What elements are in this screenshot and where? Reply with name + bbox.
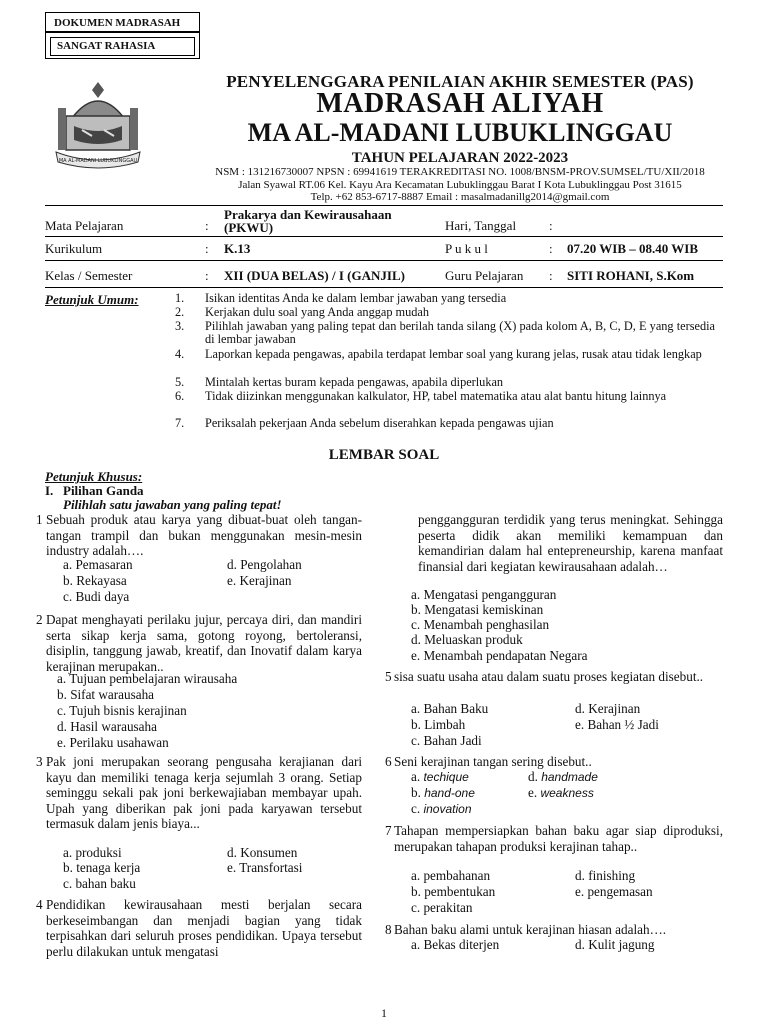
- colon: :: [205, 218, 209, 233]
- instruction-item: 7. Periksalah pekerjaan Anda sebelum diserahkan kepada pengawas ujian: [175, 416, 554, 430]
- instruction-item: 2. Kerjakan dulu soal yang Anda anggap mudah: [175, 305, 430, 319]
- q4-option-c[interactable]: c. Menambah penghasilan: [411, 617, 550, 632]
- section-instruction: Pilihlah satu jawaban yang paling tepat!: [63, 497, 282, 512]
- q7-option-d[interactable]: d. finishing: [575, 868, 636, 883]
- page-number: 1: [381, 1006, 387, 1020]
- secret-label-box: [45, 32, 200, 59]
- colon: :: [205, 241, 209, 256]
- subject-value-line2: (PKWU): [224, 220, 274, 235]
- colon: :: [549, 218, 553, 233]
- q1-option-b[interactable]: b. Rekayasa: [63, 573, 127, 588]
- q1-option-c[interactable]: c. Budi daya: [63, 589, 130, 604]
- q3-option-b[interactable]: b. tenaga kerja: [63, 860, 141, 875]
- info-divider: [45, 260, 723, 261]
- q1-option-d[interactable]: d. Pengolahan: [227, 557, 302, 572]
- question-7: 7 Tahapan mempersiapkan bahan baku agar siap diproduksi, merupakan tahapan produksi kerajinan tahap..: [385, 823, 723, 854]
- school-logo: [52, 78, 144, 170]
- secret-label: SANGAT RAHASIA: [50, 37, 195, 56]
- info-divider: [45, 236, 723, 237]
- colon: :: [549, 268, 553, 283]
- q2-option-b[interactable]: b. Sifat warausaha: [57, 687, 155, 702]
- teacher-label: Guru Pelajaran: [445, 268, 524, 283]
- colon: :: [205, 268, 209, 283]
- document-label: DOKUMEN MADRASAH: [45, 12, 200, 32]
- q2-option-e[interactable]: e. Perilaku usahawan: [57, 735, 169, 750]
- question-5: 5 sisa suatu usaha atau dalam suatu proses kegiatan disebut..: [385, 669, 704, 684]
- q3-option-c[interactable]: c. bahan baku: [63, 876, 136, 891]
- instruction-item: 6. Tidak diizinkan menggunakan kalkulator, HP, tabel matematika atau alat bantu hitung lainnya: [175, 389, 667, 403]
- q5-option-a[interactable]: a. Bahan Baku: [411, 701, 489, 716]
- q7-option-a[interactable]: a. pembahanan: [411, 868, 491, 883]
- class-label: Kelas / Semester: [45, 268, 133, 283]
- logo-caption: MA AL-MADANI LUBUKLINGGAU: [58, 158, 138, 164]
- q5-option-b[interactable]: b. Limbah: [411, 717, 466, 732]
- q2-option-c[interactable]: c. Tujuh bisnis kerajinan: [57, 703, 187, 718]
- q6-option-b[interactable]: b. hand-one: [411, 785, 475, 800]
- q5-option-c[interactable]: c. Bahan Jadi: [411, 733, 482, 748]
- section-title: Pilihan Ganda: [63, 483, 144, 498]
- q7-option-c[interactable]: c. perakitan: [411, 900, 473, 915]
- school-address: Jalan Syawal RT.06 Kel. Kayu Ara Kecamatan Lubuklinggau Barat I Kota Lubuklinggau Post 31615: [238, 179, 682, 191]
- date-label: Hari, Tanggal: [445, 218, 517, 233]
- instruction-item: 1. Isikan identitas Anda ke dalam lembar jawaban yang tersedia: [175, 291, 507, 305]
- academic-year: TAHUN PELAJARAN 2022-2023: [351, 150, 569, 166]
- question-4: 4 Pendidikan kewirausahaan mesti berjalan secara berkeseimbangan dan menjadi bagian yang tidak terpisahkan dari seluruh proses pendidikan. Upaya tersebut perlu dilakukan untuk mengatasi: [36, 897, 362, 959]
- question-4-continued: penggangguran terdidik yang terus meningkat. Sehingga peserta didik akan memiliki kemampuan dan kemandirian dalam hal entepreneurship, karena manfaat finansial dari kegiatan kewirausahaan adalah…: [418, 512, 723, 574]
- q7-option-b[interactable]: b. pembentukan: [411, 884, 496, 899]
- q4-option-b[interactable]: b. Mengatasi kemiskinan: [411, 602, 544, 617]
- time-label: P u k u l: [445, 241, 488, 256]
- q1-option-e[interactable]: e. Kerajinan: [227, 573, 292, 588]
- instruction-item: 5. Mintalah kertas buram kepada pengawas, apabila diperlukan: [175, 375, 504, 389]
- exam-title: PENYELENGGARA PENILAIAN AKHIR SEMESTER (PAS): [226, 72, 694, 91]
- q8-option-a[interactable]: a. Bekas diterjen: [411, 937, 500, 952]
- q4-option-d[interactable]: d. Meluaskan produk: [411, 632, 523, 647]
- specific-instructions-label: Petunjuk Khusus:: [45, 469, 143, 484]
- q5-option-d[interactable]: d. Kerajinan: [575, 701, 641, 716]
- q5-option-e[interactable]: e. Bahan ½ Jadi: [575, 717, 659, 732]
- q2-option-d[interactable]: d. Hasil warausaha: [57, 719, 157, 734]
- curriculum-value: K.13: [224, 241, 251, 256]
- class-value: XII (DUA BELAS) / I (GANJIL): [224, 268, 405, 283]
- question-2: 2 Dapat menghayati perilaku jujur, percaya diri, dan mandiri serta sikap kerja sama, gotong royong, bertoleransi, disiplin, tanggung jawab, kreatif, dan Inovatif dalam karya kerajinan merupakan..: [36, 612, 362, 674]
- curriculum-label: Kurikulum: [45, 241, 103, 256]
- q6-option-d[interactable]: d. handmade: [528, 769, 598, 784]
- header-divider: [45, 205, 723, 206]
- teacher-value: SITI ROHANI, S.Kom: [567, 268, 695, 283]
- subject-label: Mata Pelajaran: [45, 218, 124, 233]
- instruction-item: 4. Laporkan kepada pengawas, apabila terdapat lembar soal yang kurang jelas, rusak atau tidak lengkap: [175, 347, 702, 361]
- school-ids: NSM : 131216730007 NPSN : 69941619 TERAKREDITASI NO. 1008/BNSM-PROV.SUMSEL/TU/XII/2018: [215, 166, 705, 178]
- q4-option-e[interactable]: e. Menambah pendapatan Negara: [411, 648, 588, 663]
- q8-option-d[interactable]: d. Kulit jagung: [575, 937, 655, 952]
- q3-option-a[interactable]: a. produksi: [63, 845, 122, 860]
- instruction-item: 3. Pilihlah jawaban yang paling tepat dan berilah tanda silang (X) pada kolom A, B, C, D, E yang tersedia di lembar jawaban: [175, 319, 715, 346]
- time-value: 07.20 WIB – 08.40 WIB: [567, 241, 698, 256]
- school-contact: Telp. +62 853-6717-8887 Email : masalmadanillg2014@gmail.com: [310, 191, 610, 203]
- q6-option-a[interactable]: a. techique: [411, 769, 469, 784]
- section-number: I.: [45, 483, 54, 498]
- school-name: MA AL-MADANI LUBUKLINGGAU: [247, 118, 673, 147]
- q3-option-e[interactable]: e. Transfortasi: [227, 860, 303, 875]
- school-type: MADRASAH ALIYAH: [316, 88, 604, 119]
- question-3: 3 Pak joni merupakan seorang pengusaha kerajianan dari kayu dan memiliki tenaga kerja sejumlah 3 orang. Setiap seminggu sekali pak joni berkewajiaban membayar upah. Upah yang diberikan pak joni pada karyawan tersebut termasuk dalam jenis biaya...: [36, 754, 362, 831]
- question-6: 6 Seni kerajinan tangan sering disebut..: [385, 754, 592, 769]
- question-8: 8 Bahan baku alami untuk kerajinan hiasan adalah….: [385, 922, 667, 937]
- subject-value-line1: Prakarya dan Kewirausahaan: [224, 207, 392, 222]
- worksheet-title: LEMBAR SOAL: [328, 447, 440, 463]
- q2-option-a[interactable]: a. Tujuan pembelajaran wirausaha: [57, 671, 238, 686]
- q6-option-e[interactable]: e. weakness: [528, 785, 594, 800]
- q1-option-a[interactable]: a. Pemasaran: [63, 557, 133, 572]
- q7-option-e[interactable]: e. pengemasan: [575, 884, 653, 899]
- q4-option-a[interactable]: a. Mengatasi pengangguran: [411, 587, 557, 602]
- general-instructions-label: Petunjuk Umum:: [45, 292, 139, 307]
- info-divider: [45, 287, 723, 288]
- q3-option-d[interactable]: d. Konsumen: [227, 845, 298, 860]
- q6-option-c[interactable]: c. inovation: [411, 801, 472, 816]
- question-1: 1 Sebuah produk atau karya yang dibuat-buat oleh tangan-tangan trampil dan bukan menggunakan mesin-mesin industry adalah….: [36, 512, 362, 558]
- colon: :: [549, 241, 553, 256]
